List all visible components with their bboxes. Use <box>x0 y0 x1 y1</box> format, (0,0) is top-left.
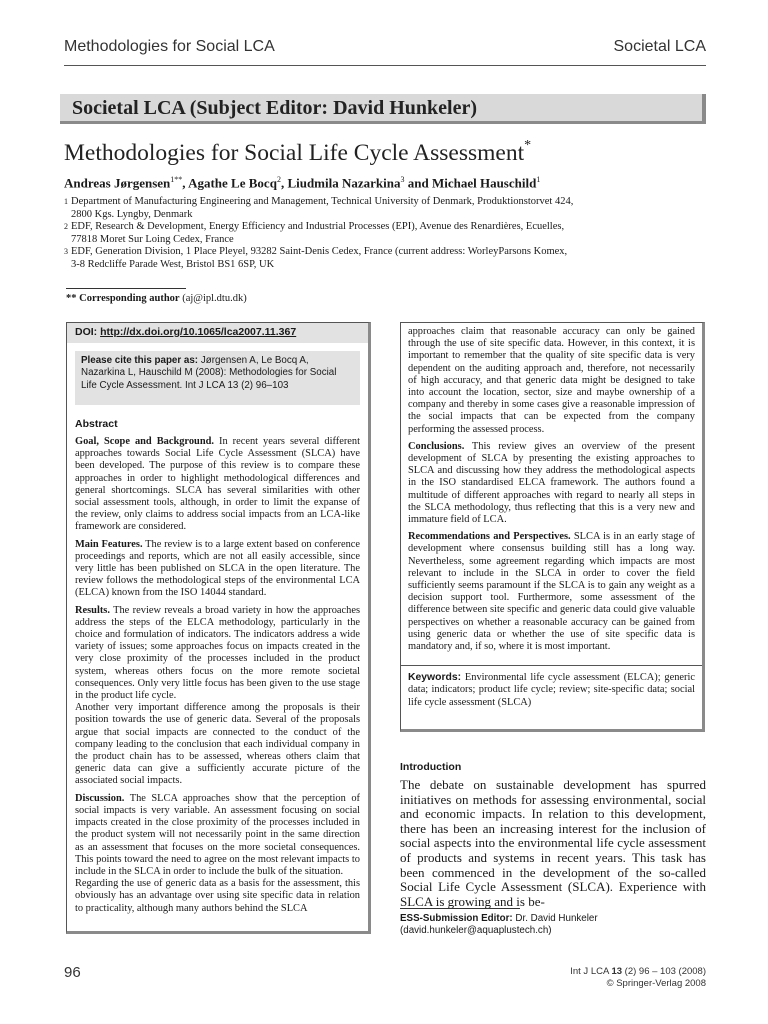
affiliation-number: 1 <box>64 197 68 206</box>
editor-label: ESS-Submission Editor: <box>400 913 513 924</box>
affiliation-line: 2800 Kgs. Lyngby, Denmark <box>71 208 193 220</box>
abstract-discussion-label: Discussion. <box>75 792 125 804</box>
abstract-continued-text: approaches claim that reasonable accuracy can only be gained through the use of site specific data. However, in this context, it is important to remember that the quality of site specific data is very dependent on the auditing approach and, therefore, not necessarily of high accuracy, and that generic data might be designed to take into account the location, sector, size and maybe ownership of a company and thereby in some cases give a reasonable impression of the social impacts that can be expected from the company performing the assessed process. <box>408 326 695 435</box>
abstract-recommendations-text: SLCA is in an early stage of development where consensus building still has a long way. Nevertheless, some agreement regarding which impacts are most relevant to include in the SLCA in order to cover the field sufficiently seems paramount if the SLCA is to gain any weight as a decision support tool. Furthermore, some assessment of the difference between site specific and generic data could give valuable perspectives on whether a reasonable accuracy can be gained from using generic data or whether the use of site specific data is mandatory and, if so, where it is most important. <box>408 531 695 653</box>
introduction-text: The debate on sustainable development has spurred initiatives on methods for assessing environmental, social and economic impacts. In relation to this development, there has been an increasing interest for the inclusion of social aspects into the environmental life cycle assessment of products and systems in recent years. This task has been commenced in the development of the so-called Social Life Cycle Assessment (SLCA). Experience with SLCA is growing and is be- <box>400 777 706 909</box>
author-name: Michael Hauschild <box>431 175 537 191</box>
abstract-conclusions-text: This review gives an overview of the present development of SLCA by presenting the existing approaches to SLCA and discussing how they address the methodological aspects in the ISO standardised ELCA framework. The authors found a multitude of different approaches with regard to nearly all steps in the SLCA methodology, thus reflecting that this is a very new and immature field of LCA. <box>408 440 695 526</box>
abstract-goal <box>75 436 360 534</box>
affiliation <box>64 196 704 221</box>
editor-divider <box>400 908 520 909</box>
author-separator: , <box>182 175 189 191</box>
abstract-discussion <box>75 793 360 878</box>
doi-bar <box>67 323 368 343</box>
abstract-methods <box>75 539 360 600</box>
abstract-methods-label: Main Features. <box>75 538 143 550</box>
paper-title <box>64 140 531 167</box>
affiliation <box>64 221 704 246</box>
affiliation-line: Department of Manufacturing Engineering and Management, Technical University of Denmark, Produktionstorvet 424, <box>71 196 574 207</box>
publisher-copyright: © Springer-Verlag 2008 <box>606 978 706 989</box>
editor-name: Dr. David Hunkeler <box>515 913 598 924</box>
doi-link[interactable]: http://dx.doi.org/10.1065/lca2007.11.367 <box>100 326 297 338</box>
journal-volume: 13 <box>611 966 623 977</box>
affiliation-line: EDF, Research & Development, Energy Efficiency and Industrial Processes (EPI), Avenue des Renardières, Ecuelles, <box>71 221 565 233</box>
abstract-recommendations <box>408 531 695 653</box>
citation-label: Please cite this paper as: <box>81 355 199 366</box>
abstract-heading: Abstract <box>75 418 118 430</box>
affiliation-number: 2 <box>64 222 68 232</box>
running-head-right: Societal LCA <box>613 38 706 55</box>
journal-reference <box>570 966 706 990</box>
affiliations <box>64 196 704 272</box>
author-name: Agathe Le Bocq <box>188 175 277 191</box>
abstract-discussion-continued: Regarding the use of generic data as a basis for the assessment, this obviously has an advantage over using site specific data in relation to practicality, although many authors behind the SLCA <box>75 878 360 914</box>
editor-email[interactable]: (david.hunkeler@aquaplustech.ch) <box>400 925 552 936</box>
abstract-conclusions-label: Conclusions. <box>408 440 465 452</box>
abstract-results-label: Results. <box>75 604 110 616</box>
journal-issue-pages: (2) 96 – 103 (2008) <box>624 966 706 977</box>
corresponding-author-label: ** Corresponding author <box>66 293 180 304</box>
citation-text: Jørgensen A, Le Bocq A, Nazarkina L, Hauschild M (2008): Methodologies for Social Life Cycle Assessment. Int J LCA 13 (2) 96–103 <box>81 355 337 391</box>
author-affiliation-mark: 3 <box>400 175 405 184</box>
author-affiliation-mark: 1 <box>536 175 541 184</box>
citation-box <box>75 351 360 405</box>
abstract-goal-text: In recent years several different approaches towards Social Life Cycle Assessment (SLCA) have been developed. The purpose of this review is to compare these approaches in order to highlight methodological differences and general shortcomings. SLCA has several similarities with other social assessment tools, although, in order to limit the expanse of the review, only claims to address social impacts from an LCA-like framework are considered. <box>75 436 360 533</box>
section-banner: Societal LCA (Subject Editor: David Hunkeler) <box>60 94 706 124</box>
submission-editor-note <box>400 913 598 937</box>
author-name: Andreas Jørgensen <box>64 175 171 191</box>
keywords-text: Environmental life cycle assessment (ELCA); generic data; indicators; product life cycle; review; site-specific data; social life cycle assessment (SLCA) <box>408 672 695 708</box>
keywords-section <box>401 665 702 709</box>
affiliation-line: 3-8 Redcliffe Parade West, Bristol BS1 6SP, UK <box>71 258 275 270</box>
introduction-heading: Introduction <box>400 761 462 773</box>
abstract-conclusions <box>408 441 695 526</box>
abstract-goal-label: Goal, Scope and Background. <box>75 436 214 447</box>
abstract-results-text: The review reveals a broad variety in how the approaches address the steps of the ELCA methodology, particularly in the choice and formulation of indicators. The indicators address a wide variety of issues; some approaches focus on impacts created in the very close proximity of the processes included in the product system, whereas others focus on the more remote societal consequences. Only very little focus has been given to the use stage in the product life cycle. <box>75 604 360 702</box>
title-text: Methodologies for Social Life Cycle Assessment <box>64 140 525 166</box>
footnote-divider <box>66 288 186 289</box>
doi-label: DOI: <box>75 326 98 338</box>
author-list <box>64 175 540 191</box>
abstract-box <box>66 322 371 934</box>
abstract-discussion-text: The SLCA approaches show that the perception of social impacts is very variable. An assessment focusing on social impacts created in the close proximity of the processes included in the product system will not necessarily point in the same direction as an assessment that focuses on the more societal consequences. This points toward the need to agree on the most relevant impacts to include in the SLCA in order to include the bulk of the situation. <box>75 792 360 877</box>
abstract-methods-text: The review is to a large extent based on conference proceedings and reports, which are not all easily accessible, since very little has been published on SLCA in the open literature. The review follows the methodological steps of the environmental LCA (ELCA) known from the ISO 14044 standard. <box>75 538 360 599</box>
author-separator: and <box>404 175 432 191</box>
affiliation-line: 77818 Moret Sur Loing Cedex, France <box>71 233 234 245</box>
keywords-label: Keywords: <box>408 672 462 684</box>
corresponding-author-email[interactable]: (aj@ipl.dtu.dk) <box>182 293 247 304</box>
running-head-left: Methodologies for Social LCA <box>64 38 275 55</box>
journal-prefix: Int J LCA <box>570 966 609 977</box>
abstract-results-continued: Another very important difference among the proposals is their position towards the use of generic data. Several of the proposals argue that social impacts are connected to the conduct of the company leading to the conclusion that each individual company in the product chain has to be assessed, whereas others claim that generic data can give a sufficiently accurate picture of the associated social impacts. <box>75 702 360 787</box>
title-footnote-mark: * <box>524 138 532 153</box>
running-head <box>64 38 706 66</box>
author-separator: , <box>280 175 288 191</box>
abstract-results <box>75 605 360 703</box>
abstract-recommendations-label: Recommendations and Perspectives. <box>408 531 571 543</box>
abstract-continued-box <box>400 322 705 732</box>
affiliation <box>64 246 704 271</box>
affiliation-line: EDF, Generation Division, 1 Place Pleyel, 93282 Saint-Denis Cedex, France (current address: WorleyParsons Komex, <box>71 246 568 258</box>
abstract-body <box>67 436 368 915</box>
author-affiliation-mark: 2 <box>276 175 281 184</box>
affiliation-number: 3 <box>64 247 68 257</box>
author-affiliation-mark: 1** <box>170 175 183 184</box>
page-number: 96 <box>64 964 81 981</box>
author-name: Liudmila Nazarkina <box>287 175 401 191</box>
corresponding-author-note <box>66 293 247 304</box>
